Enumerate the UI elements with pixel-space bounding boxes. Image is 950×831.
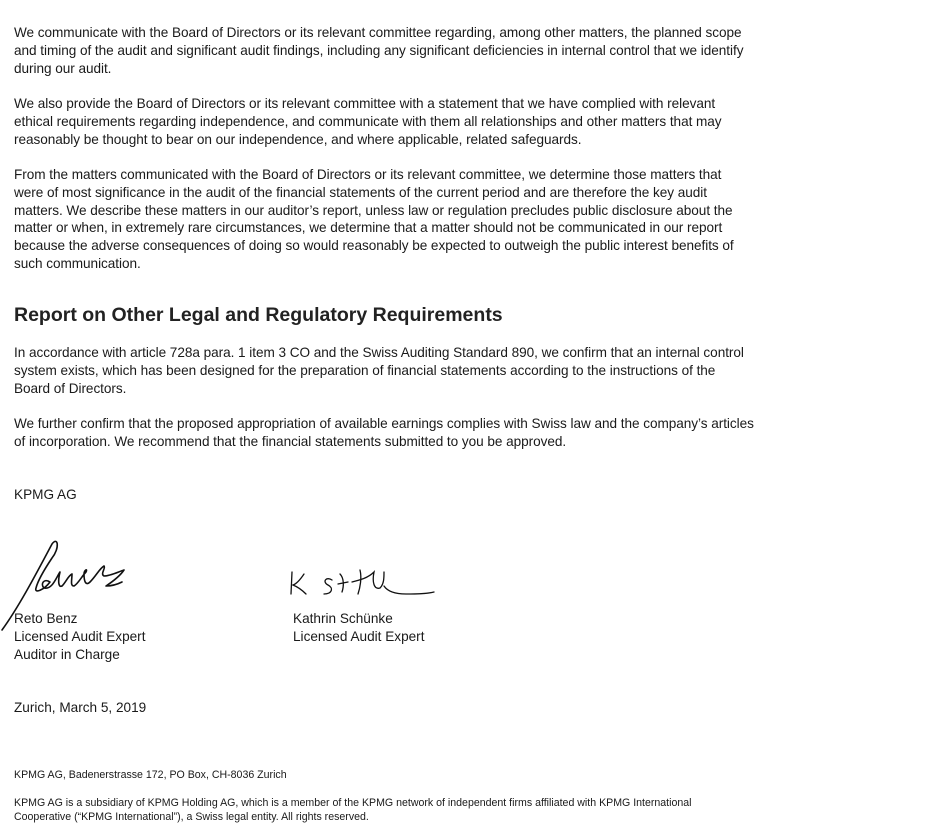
footer-address: KPMG AG, Badenerstrasse 172, PO Box, CH-8036 Zurich — [14, 769, 287, 781]
signatory-schuenke — [293, 610, 425, 646]
paragraph-independence: We also provide the Board of Directors or its relevant committee with a statement that we have complied with relevant ethical requirements regarding independence, and communicate with them all relationships and other matters that may reasonably be thought to bear on our independence, and where applicable, related safeguards. — [14, 96, 722, 147]
footer-legal-notice: KPMG AG is a subsidiary of KPMG Holding AG, which is a member of the KPMG network of independent firms affiliated with KPMG International Cooperative (“KPMG International”), a Swiss legal entity. All rights reserved. — [14, 797, 692, 823]
signatory-name: Kathrin Schünke — [293, 611, 393, 626]
signatory-benz — [14, 610, 146, 664]
paragraph-key-audit-matters: From the matters communicated with the Board of Directors or its relevant committee, we determine those matters that were of most significance in the audit of the financial statements of the current period and are therefore the key audit matters. We describe these matters in our auditor’s report, unless law or regulation precludes public disclosure about the matter or when, in extremely rare circumstances, we determine that a matter should not be communicated in our report because the adverse consequences of doing so would reasonably be expected to outweigh the public interest benefits of such communication. — [14, 167, 734, 271]
place-and-date: Zurich, March 5, 2019 — [14, 700, 147, 715]
firm-name: KPMG AG — [14, 487, 77, 502]
section-heading: Report on Other Legal and Regulatory Requirements — [14, 304, 503, 326]
signatory-title: Licensed Audit Expert — [14, 629, 146, 644]
paragraph-communication: We communicate with the Board of Directors or its relevant committee regarding, among other matters, the planned scope and timing of the audit and significant audit findings, including any significant deficiencies in internal control that we identify during our audit. — [14, 25, 744, 76]
signature-schuenke-image — [288, 558, 438, 602]
paragraph-internal-control: In accordance with article 728a para. 1 item 3 CO and the Swiss Auditing Standard 890, we confirm that an internal control system exists, which has been designed for the preparation of financial statements according to the instructions of the Board of Directors. — [14, 345, 744, 396]
paragraph-appropriation: We further confirm that the proposed appropriation of available earnings complies with Swiss law and the company’s articles of incorporation. We recommend that the financial statements submitted to you be approved. — [14, 416, 754, 449]
signatory-role: Auditor in Charge — [14, 647, 120, 662]
signatory-title: Licensed Audit Expert — [293, 629, 425, 644]
signatory-name: Reto Benz — [14, 611, 78, 626]
